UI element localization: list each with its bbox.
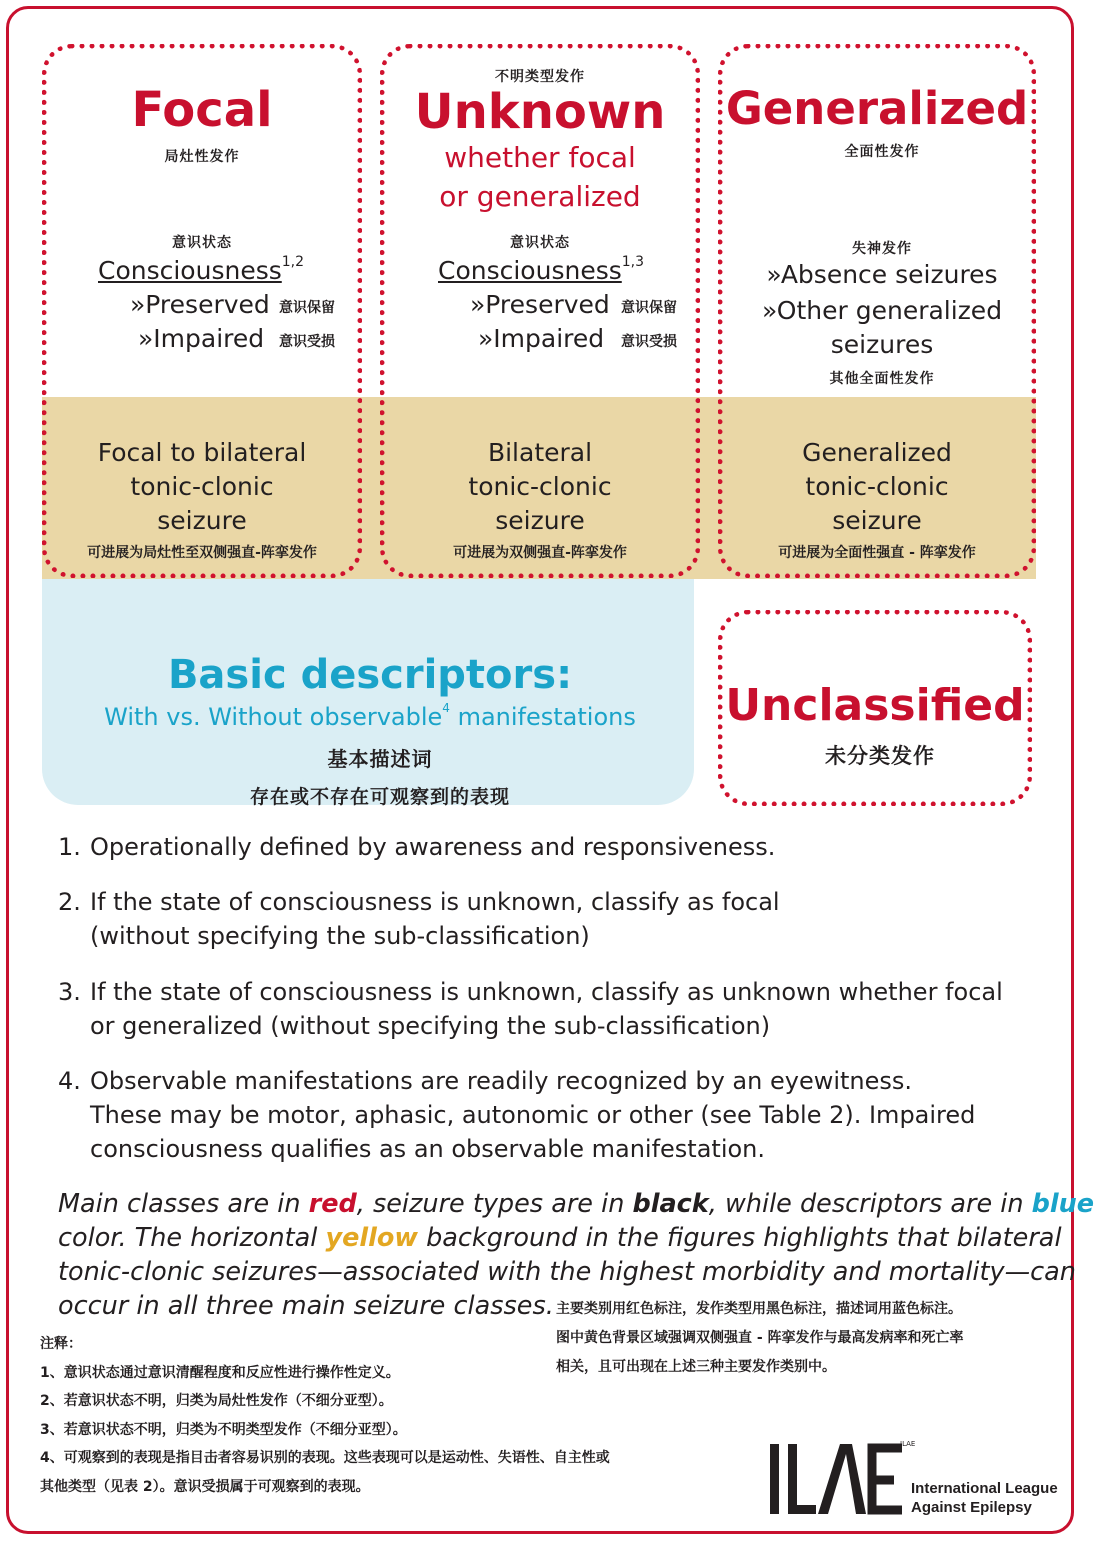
focal-preserved-cn: 意识保留 — [279, 300, 335, 316]
generalized-other: »Other generalized seizures — [761, 296, 1003, 359]
notes-cn-4: 4、可观察到的表现是指目击者容易识别的表现。这些表现可以是运动性、失语性、自主性或 — [40, 1450, 610, 1466]
unknown-title-cn: 不明类型发作 — [495, 69, 585, 85]
basic-descriptors-cn-1: 基本描述词 — [327, 747, 433, 771]
focal-title-cn: 局灶性发作 — [164, 149, 240, 165]
notes-cn-2: 2、若意识状态不明，归类为局灶性发作（不细分亚型）。 — [40, 1393, 393, 1409]
focal-impaired-cn: 意识受损 — [279, 334, 335, 350]
focal-title: Focal — [131, 82, 273, 138]
unknown-tonic-cn: 可进展为双侧强直-阵挛发作 — [453, 545, 627, 561]
color-legend: Main classes are in red, seizure types are in black, while descriptors are in blue color. The horizontal yellow background in the figures highlights that bilateral tonic-clonic seizures—associated with the highest morbidity and mortality—can occur in all three main seizure classes. — [58, 1189, 1094, 1321]
unknown-subtitle: whether focal or generalized — [439, 141, 641, 213]
footnote-2: 2. If the state of consciousness is unknown, classify as focal (without specifying the sub-classification) — [58, 888, 780, 950]
unknown-consciousness: Consciousness$^{1,3}$ — [438, 254, 645, 285]
basic-descriptors-title: Basic descriptors: — [167, 652, 573, 698]
ilae-logo — [768, 1440, 916, 1516]
unknown-tonic-clonic: Bilateral tonic-clonic seizure — [468, 438, 612, 535]
notes-cn-1: 1、意识状态通过意识清醒程度和反应性进行操作性定义。 — [40, 1365, 400, 1381]
generalized-tonic-clonic: Generalized tonic-clonic seizure — [802, 438, 952, 535]
basic-descriptors-cn-2: 存在或不存在可观察到的表现 — [249, 786, 510, 808]
footnote-4: 4. Observable manifestations are readily recognized by an eyewitness. These may be motor, aphasic, autonomic or other (see Table 2). Impaired consciousness qualifies as an observable manifestation. — [58, 1067, 976, 1163]
legend-cn-2: 图中黄色背景区域强调双侧强直 - 阵挛发作与最高发病率和死亡率 — [556, 1330, 964, 1346]
notes-cn-5: 其他类型（见表 2）。意识受损属于可观察到的表现。 — [40, 1479, 370, 1495]
focal-impaired: »Impaired — [138, 324, 265, 353]
ilae-logo-text: International League Against Epilepsy — [911, 1480, 1058, 1516]
unknown-consciousness-cn: 意识状态 — [510, 235, 570, 251]
focal-consciousness: Consciousness$^{1,2}$ — [98, 254, 305, 285]
generalized-title-cn: 全面性发作 — [844, 144, 920, 160]
unknown-preserved: »Preserved — [470, 290, 610, 319]
focal-tonic-clonic: Focal to bilateral tonic-clonic seizure — [97, 438, 307, 535]
generalized-tonic-cn: 可进展为全面性强直 - 阵挛发作 — [778, 545, 976, 561]
unclassified-title-cn: 未分类发作 — [825, 744, 935, 768]
basic-descriptors-subtitle: With vs. Without observable$^4$ manifestations — [104, 701, 636, 731]
focal-consciousness-cn: 意识状态 — [172, 235, 232, 251]
unknown-impaired-cn: 意识受损 — [621, 334, 677, 350]
focal-tonic-cn: 可进展为局灶性至双侧强直-阵挛发作 — [87, 545, 317, 561]
notes-cn-3: 3、若意识状态不明，归类为不明类型发作（不细分亚型）。 — [40, 1422, 407, 1438]
footnote-3: 3. If the state of consciousness is unknown, classify as unknown whether focal or generalized (without specifying the sub-classification) — [58, 978, 1003, 1040]
generalized-other-cn: 其他全面性发作 — [829, 371, 935, 387]
unclassified-title: Unclassified — [725, 680, 1025, 731]
focal-preserved: »Preserved — [130, 290, 270, 319]
unknown-preserved-cn: 意识保留 — [621, 300, 677, 316]
generalized-absence: »Absence seizures — [766, 260, 998, 289]
notes-cn-heading: 注释： — [40, 1336, 82, 1352]
footnote-1: 1. Operationally defined by awareness and responsiveness. — [58, 833, 776, 861]
legend-cn-1: 主要类别用红色标注，发作类型用黑色标注，描述词用蓝色标注。 — [556, 1301, 962, 1317]
legend-cn-3: 相关，且可出现在上述三种主要发作类别中。 — [556, 1359, 836, 1375]
unknown-impaired: »Impaired — [478, 324, 605, 353]
generalized-absence-cn: 失神发作 — [852, 241, 912, 257]
unknown-title: Unknown — [414, 84, 666, 140]
ilae-letters-text: ILAE — [900, 1440, 916, 1448]
generalized-title: Generalized — [725, 82, 1029, 135]
